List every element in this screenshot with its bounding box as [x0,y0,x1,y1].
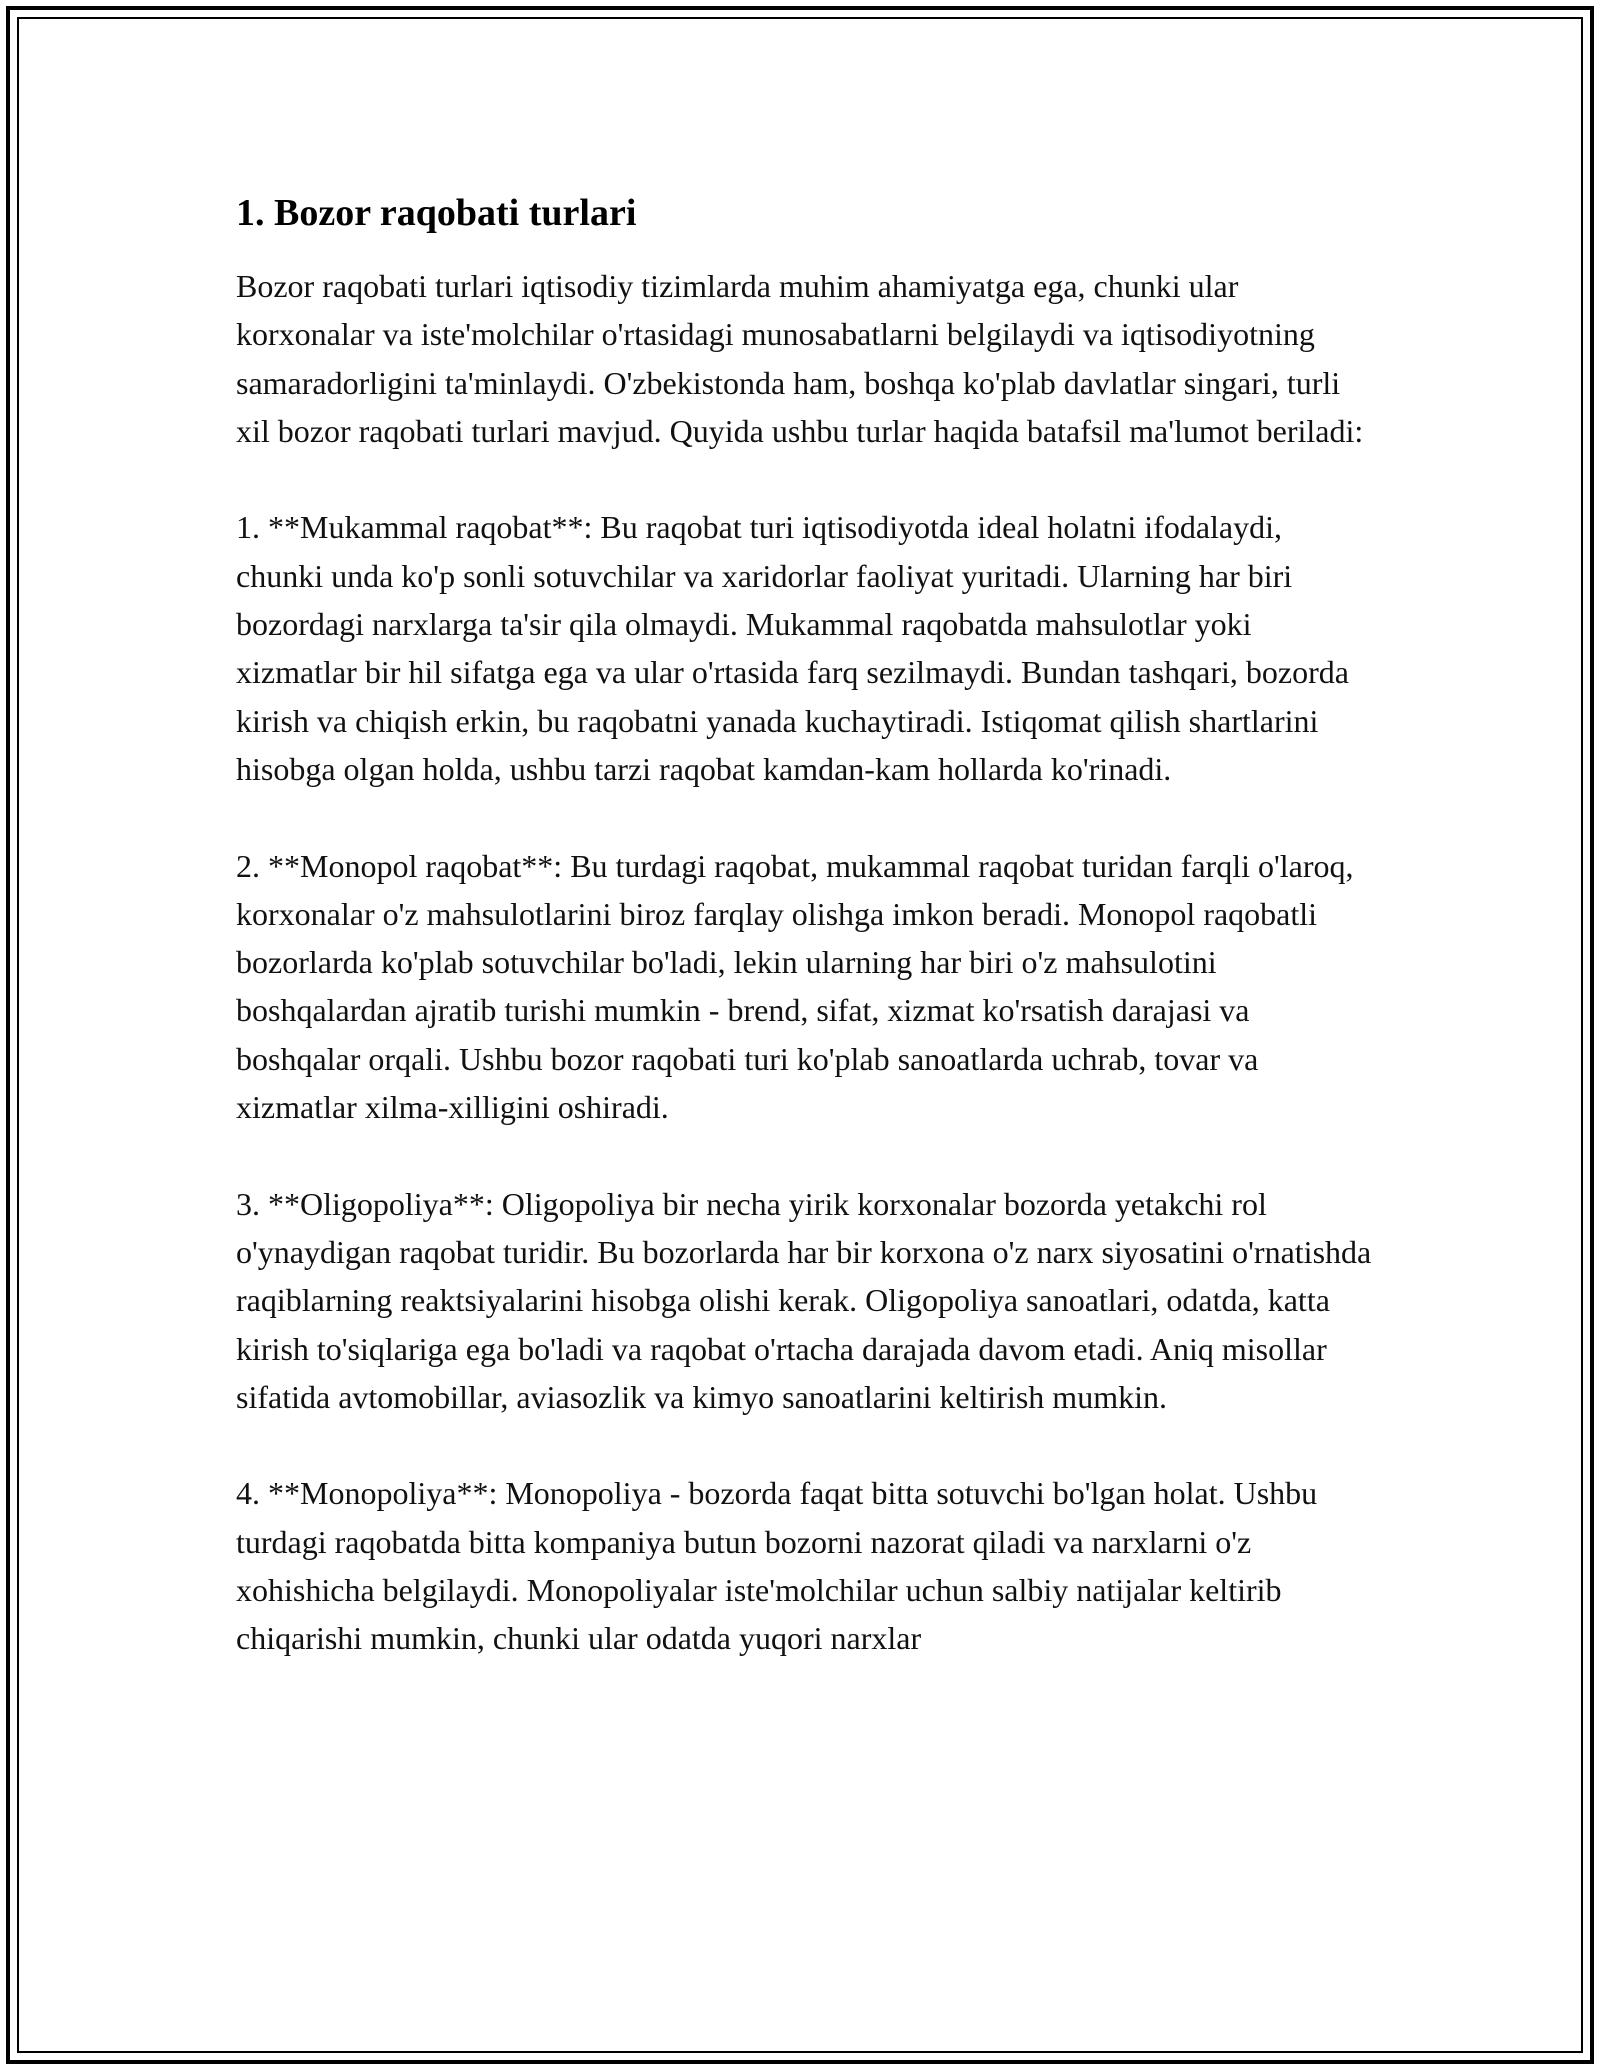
intro-paragraph: Bozor raqobati turlari iqtisodiy tizimlarda muhim ahamiyatga ega, chunki ular korxonalar va iste'molchilar o'rtasidagi munosabatlarni belgilaydi va iqtisodiyotning samaradorligini ta'minlaydi. O'zbekistonda ham, boshqa ko'plab davlatlar singari, turli xil bozor raqobati turlari mavjud. Quyida ushbu turlar haqida batafsil ma'lumot beriladi: [236,268,1364,449]
paragraph-oligopoly: 3. **Oligopoliya**: Oligopoliya bir necha yirik korxonalar bozorda yetakchi rol o'ynaydigan raqobat turidir. Bu bozorlarda har bir korxona o'z narx siyosatini o'rnatishda raqiblarning reaktsiyalarini hisobga olishi kerak. Oligopoliya sanoatlari, odatda, katta kirish to'siqlariga ega bo'ladi va raqobat o'rtacha darajada davom etadi. Aniq misollar sifatida avtomobillar, aviasozlik va kimyo sanoatlarini keltirish mumkin. [236,1185,1372,1415]
document-body [236,188,1376,1711]
paragraph-monopolistic-competition: 2. **Monopol raqobat**: Bu turdagi raqobat, mukammal raqobat turidan farqli o'laroq, korxonalar o'z mahsulotlarini biroz farqlay olishga imkon beradi. Monopol raqobatli bozorlarda ko'plab sotuvchilar bo'ladi, lekin ularning har biri o'z mahsulotini boshqalardan ajratib turishi mumkin - brend, sifat, xizmat ko'rsatish darajasi va boshqalar orqali. Ushbu bozor raqobati turi ko'plab sanoatlarda uchrab, tovar va xizmatlar xilma-xilligini oshiradi. [236,847,1354,1126]
paragraph-monopoly: 4. **Monopoliya**: Monopoliya - bozorda faqat bitta sotuvchi bo'lgan holat. Ushbu turdagi raqobatda bitta kompaniya butun bozorni nazorat qiladi va narxlarni o'z xohishicha belgilaydi. Monopoliyalar iste'molchilar uchun salbiy natijalar keltirib chiqarishi mumkin, chunki ular odatda yuqori narxlar [236,1475,1318,1657]
section-heading: 1. Bozor raqobati turlari [236,192,637,234]
paragraph-perfect-competition: 1. **Mukammal raqobat**: Bu raqobat turi iqtisodiyotda ideal holatni ifodalaydi, chunki unda ko'p sonli sotuvchilar va xaridorlar faoliyat yuritadi. Ularning har biri bozordagi narxlarga ta'sir qila olmaydi. Mukammal raqobatda mahsulotlar yoki xizmatlar bir hil sifatga ega va ular o'rtasida farq sezilmaydi. Bundan tashqari, bozorda kirish va chiqish erkin, bu raqobatni yanada kuchaytiradi. Istiqomat qilish shartlarini hisobga olgan holda, ushbu tarzi raqobat kamdan-kam hollarda ko'rinadi. [236,509,1349,787]
